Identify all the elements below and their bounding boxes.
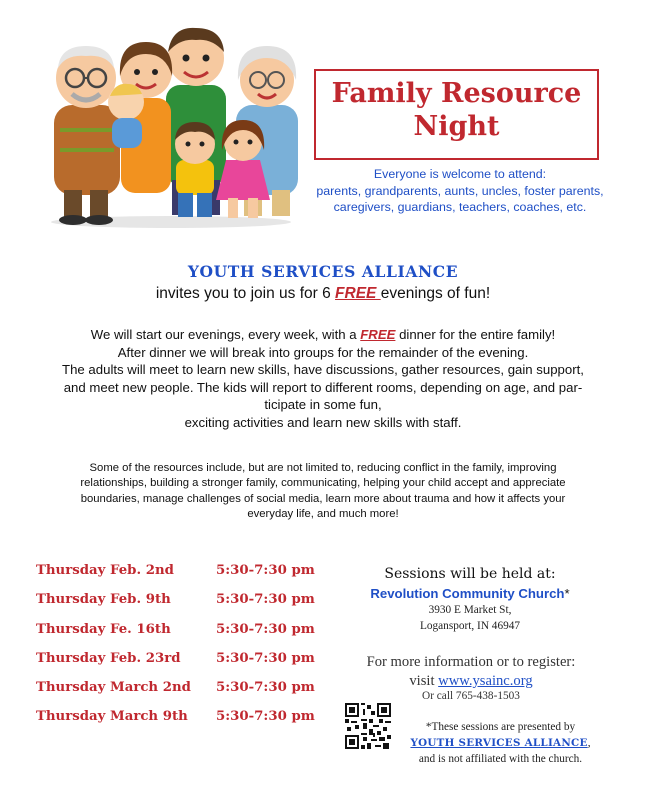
disclaimer-line-1: *These sessions are presented by [425,721,576,733]
qr-code [345,703,391,749]
venue-heading: Sessions will be held at: [384,566,556,582]
title-line-2: Night [413,111,500,142]
invite-after: evenings of fun! [380,285,491,302]
para1-line-6: exciting activities and learn new skills with staff. [184,414,462,430]
para1-line-5: ticipate in some fun, [264,397,382,413]
address-street: 3930 E Market St, [428,604,512,616]
schedule-row [36,651,336,680]
program-description [30,326,616,432]
session-time: 5:30-7:30 pm [216,709,315,725]
para2-line-2: relationships, building a stronger family, communicating, helping your child accept and appreciate [80,477,566,490]
session-time: 5:30-7:30 pm [216,680,315,696]
invite-line [0,285,646,303]
session-schedule [36,563,336,739]
session-day: Thursday Feb. 9th [36,592,171,608]
more-info-text: For more information or to register: [366,654,576,670]
para1-line-2: After dinner we will break into groups for the remainder of the evening. [117,344,529,360]
visit-line [340,673,602,690]
welcome-line-2: parents, grandparents, aunts, uncles, foster parents, [316,183,604,198]
session-day: Thursday March 9th [36,709,188,725]
schedule-row [36,709,336,738]
para1-line-3: The adults will meet to learn new skills, have discussions, gather resources, gain support, [62,362,584,378]
church-name [340,586,600,601]
organization-heading: YOUTH SERVICES ALLIANCE [187,262,459,281]
boy-figure [175,122,215,217]
para2-line-3: boundaries, manage challenges of social media, learn more about trauma and how it affects your [80,492,566,505]
para1-line-1-a: We will start our evenings, every week, with a [90,327,361,342]
schedule-row [36,680,336,709]
para1-line-4: and meet new people. The kids will report to different rooms, depending on age, and par- [63,379,583,395]
grandpa-figure [54,46,120,225]
welcome-line-1: Everyone is welcome to attend: [373,167,547,181]
dinner-free: FREE [360,327,396,342]
welcome-line-3: caregivers, guardians, teachers, coaches, etc. [333,200,587,214]
session-time: 5:30-7:30 pm [216,650,315,666]
disclaimer-org: YOUTH SERVICES ALLIANCE [410,737,588,749]
para1-line-1 [30,326,616,344]
venue-address [340,603,600,634]
resources-description [38,461,608,523]
invite-before: invites you to join us for 6 [155,285,336,302]
family-illustration [26,10,316,230]
session-day: Thursday Feb. 23rd [36,650,181,666]
invite-free: FREE [335,285,381,302]
church-name-text: Revolution Community Church [370,586,565,601]
session-day: Thursday Fe. 16th [36,621,171,637]
schedule-row [36,622,336,651]
visit-prefix: visit [409,673,439,689]
session-day: Thursday March 2nd [36,680,191,696]
disclaimer-line-2 [398,735,603,751]
venue-block [340,566,600,634]
schedule-row [36,563,336,592]
para2-line-4: everyday life, and much more! [247,508,399,521]
disclaimer-line-3: and is not affiliated with the church. [418,753,583,765]
disclaimer-comma: , [587,737,591,749]
registration-info [340,654,602,702]
session-time: 5:30-7:30 pm [216,563,315,578]
disclaimer [398,719,603,767]
title-box [314,69,599,160]
para1-line-1-b: dinner for the entire family! [395,327,556,342]
church-asterisk: * [564,586,570,601]
session-time: 5:30-7:30 pm [216,621,315,637]
session-time: 5:30-7:30 pm [216,592,315,608]
phone-text: Or call 765-438-1503 [422,690,520,702]
title-line-1: Family Resource [331,78,582,109]
session-day: Thursday Feb. 2nd [36,563,174,578]
welcome-text [300,166,620,216]
address-city: Logansport, IN 46947 [419,619,521,632]
website-link[interactable]: www.ysainc.org [438,673,533,689]
schedule-row [36,592,336,621]
para2-line-1: Some of the resources include, but are not limited to, reducing conflict in the family, improving [89,462,557,474]
